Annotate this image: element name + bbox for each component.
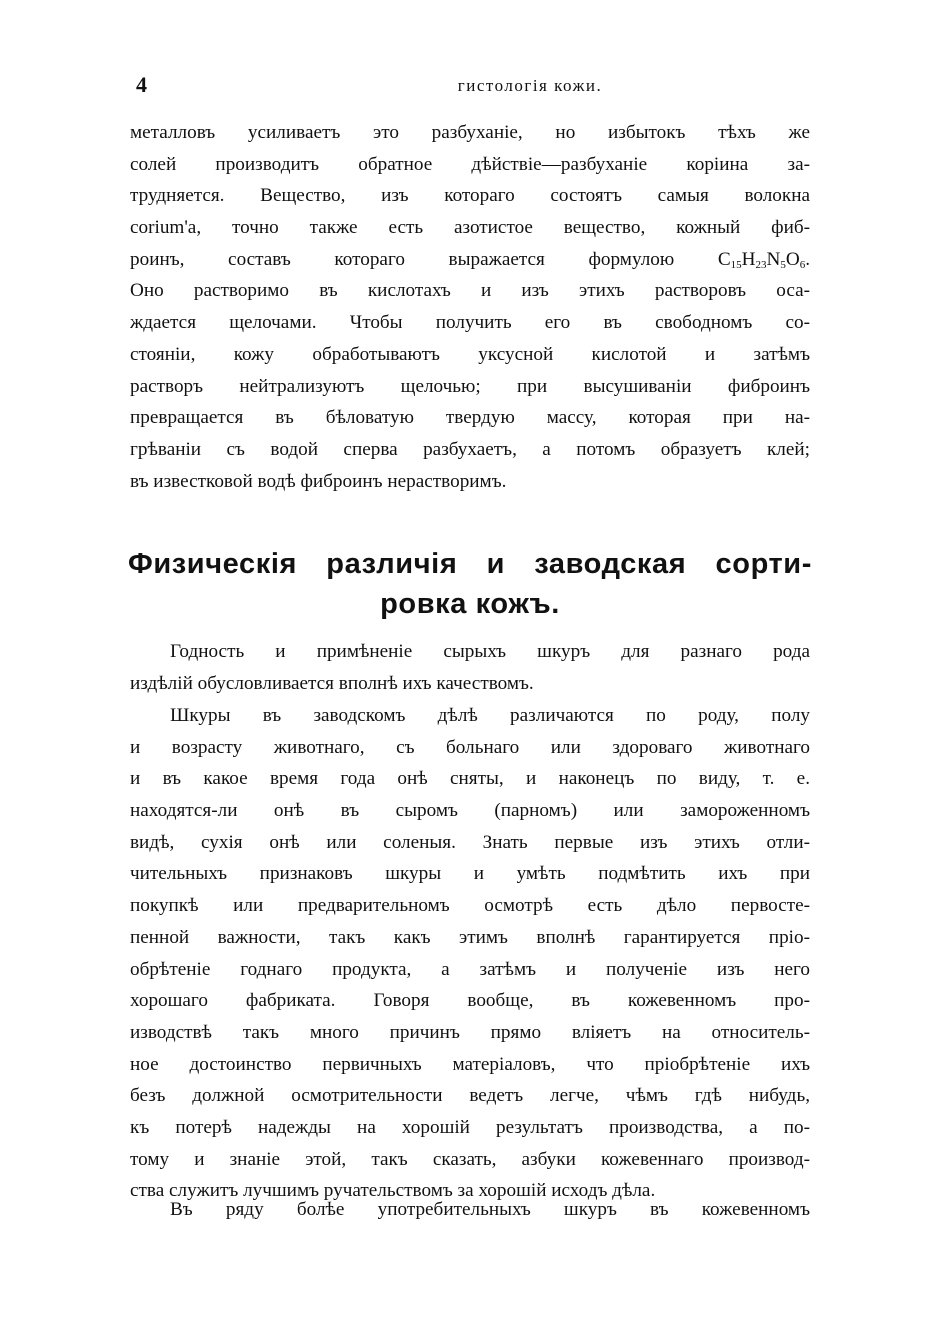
text-line: Шкуры въ заводскомъ дѣлѣ различаются по роду, полу bbox=[170, 705, 810, 726]
paragraph-3 bbox=[130, 700, 810, 1207]
text-line: покупкѣ или предварительномъ осмотрѣ есть дѣло первосте- bbox=[130, 895, 810, 917]
text-line: къ потерѣ надежды на хорошій результатъ производства, а по- bbox=[130, 1116, 810, 1138]
paragraph-4 bbox=[130, 1194, 810, 1226]
text-line: грѣваніи съ водой сперва разбухаетъ, а потомъ образуетъ клей; bbox=[130, 438, 810, 460]
formula-subscript: 15 bbox=[730, 258, 742, 271]
text-line: металловъ усиливаетъ это разбуханіе, но избытокъ тѣхъ же bbox=[130, 122, 810, 143]
formula-subscript: 5 bbox=[780, 258, 786, 271]
text-line: чительныхъ признаковъ шкуры и умѣть подмѣтить ихъ при bbox=[130, 863, 810, 885]
text-line: corium'а, точно также есть азотистое вещество, кожный фиб- bbox=[130, 217, 810, 239]
formula-subscript: 6 bbox=[799, 258, 806, 271]
text-line: растворъ нейтрализуютъ щелочью; при высушиваніи фиброинъ bbox=[130, 375, 810, 397]
text-line: Въ ряду болѣе употребительныхъ шкуръ въ кожевенномъ bbox=[170, 1199, 810, 1220]
text-line: Оно растворимо въ кислотахъ и изъ этихъ растворовъ оса- bbox=[130, 280, 810, 302]
formula-element-o: O bbox=[785, 248, 800, 270]
running-title: гистологія кожи. bbox=[457, 76, 603, 95]
formula-element-c: C bbox=[717, 248, 731, 270]
formula-element-n: N bbox=[766, 248, 781, 270]
text-line: видѣ, сухія онѣ или соленыя. Знать первые изъ этихъ отли- bbox=[130, 831, 810, 853]
text-line: ждается щелочами. Чтобы получить его въ свободномъ со- bbox=[130, 312, 810, 334]
page-header bbox=[130, 72, 810, 108]
text-line: тому и знаніе этой, такъ сказать, азбуки кожевеннаго производ- bbox=[130, 1148, 810, 1170]
section-heading-line-1: Физическія различія и заводская сорти- bbox=[128, 548, 812, 580]
text-line: превращается въ бѣловатую твердую массу, которая при на- bbox=[130, 407, 810, 429]
text-line: издѣлій обусловливается вполнѣ ихъ качествомъ. bbox=[130, 672, 534, 694]
section-heading-line-2: ровка кожъ. bbox=[380, 588, 560, 620]
text-line: трудняется. Вещество, изъ котораго состоятъ самыя волокна bbox=[130, 185, 810, 207]
text-line: находятся-ли онѣ въ сыромъ (парномъ) или замороженномъ bbox=[130, 800, 810, 822]
text-line: и возрасту животнаго, съ больнаго или здороваго животнаго bbox=[130, 736, 810, 758]
formula-prefix: роинъ, составъ котораго выражается формулою bbox=[130, 248, 718, 270]
paragraph-2 bbox=[130, 636, 810, 699]
formula-element-h: H bbox=[741, 248, 756, 270]
text-line: и въ какое время года онѣ сняты, и наконецъ по виду, т. е. bbox=[130, 768, 810, 790]
text-line: хорошаго фабриката. Говоря вообще, въ кожевенномъ про- bbox=[130, 990, 810, 1012]
text-line: стояніи, кожу обработываютъ уксусной кислотой и затѣмъ bbox=[130, 343, 810, 365]
text-line: пенной важности, такъ какъ этимъ вполнѣ гарантируется пріо- bbox=[130, 926, 810, 948]
text-line: обрѣтеніе годнаго продукта, а затѣмъ и полученіе изъ него bbox=[130, 958, 810, 980]
text-line: ства служитъ лучшимъ ручательствомъ за хорошій исходъ дѣла. bbox=[130, 1180, 656, 1202]
text-line: Годность и примѣненіе сырыхъ шкуръ для разнаго рода bbox=[170, 641, 810, 662]
formula-period: . bbox=[805, 248, 810, 270]
paragraph-1 bbox=[130, 117, 810, 497]
text-line: ное достоинство первичныхъ матеріаловъ, что пріобрѣтеніе ихъ bbox=[130, 1053, 810, 1075]
text-line: солей производитъ обратное дѣйствіе—разбуханіе коріина за- bbox=[130, 153, 810, 175]
text-line: въ известковой водѣ фиброинъ нерастворимъ. bbox=[130, 470, 507, 492]
formula-subscript: 23 bbox=[755, 258, 767, 271]
section-heading bbox=[128, 544, 812, 624]
text-line: изводствѣ такъ много причинъ прямо вліяетъ на относитель- bbox=[130, 1021, 810, 1043]
text-line: безъ должной осмотрительности ведетъ легче, чѣмъ гдѣ нибудь, bbox=[130, 1085, 810, 1107]
formula-line bbox=[130, 244, 810, 276]
page-number: 4 bbox=[136, 72, 147, 97]
